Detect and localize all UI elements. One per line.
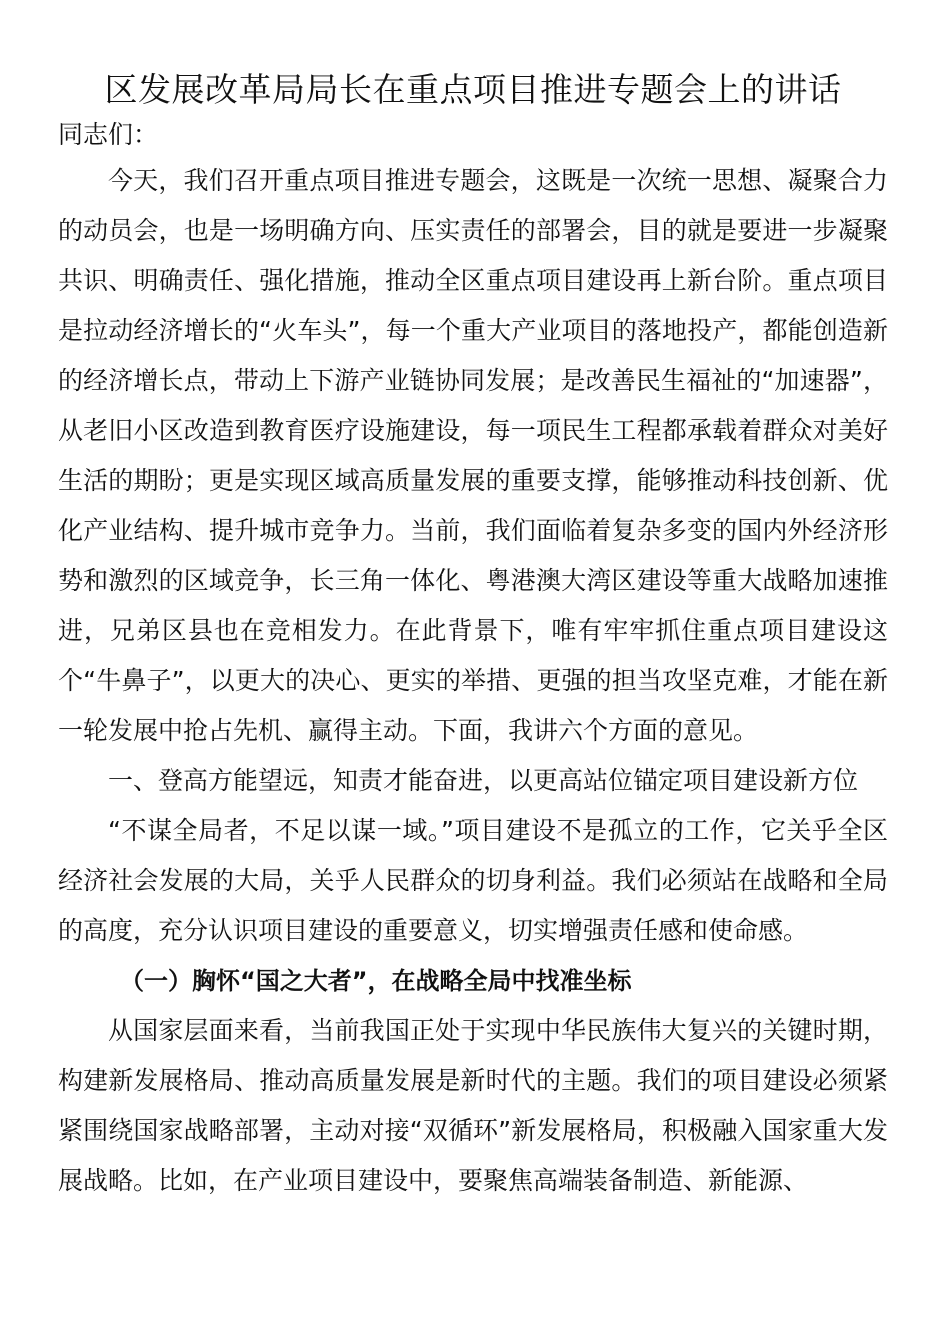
- subsection-1-paragraph: 从国家层面来看，当前我国正处于实现中华民族伟大复兴的关键时期，构建新发展格局、推动高质量发展是新时代的主题。我们的项目建设必须紧紧围绕国家战略部署，主动对接“双循环”新发展格局，积极融入国家重大发展战略。比如，在产业项目建设中，要聚焦高端装备制造、新能源、: [58, 1016, 888, 1195]
- intro-paragraph: 今天，我们召开重点项目推进专题会，这既是一次统一思想、凝聚合力的动员会，也是一场明确方向、压实责任的部署会，目的就是要进一步凝聚共识、明确责任、强化措施，推动全区重点项目建设再上新台阶。重点项目是拉动经济增长的“火车头”，每一个重大产业项目的落地投产，都能创造新的经济增长点，带动上下游产业链协同发展；是改善民生福祉的“加速器”，从老旧小区改造到教育医疗设施建设，每一项民生工程都承载着群众对美好生活的期盼；更是实现区域高质量发展的重要支撑，能够推动科技创新、优化产业结构、提升城市竞争力。当前，我们面临着复杂多变的国内外经济形势和激烈的区域竞争，长三角一体化、粤港澳大湾区建设等重大战略加速推进，兄弟区县也在竞相发力。在此背景下，唯有牢牢抓住重点项目建设这个“牛鼻子”，以更大的决心、更实的举措、更强的担当攻坚克难，才能在新一轮发展中抢占先机、赢得主动。下面，我讲六个方面的意见。: [58, 166, 888, 745]
- document-title: 区发展改革局局长在重点项目推进专题会上的讲话: [104, 70, 842, 109]
- document-page: [58, 66, 888, 1206]
- section-1-heading: 一、登高方能望远，知责才能奋进，以更高站位锚定项目建设新方位: [108, 766, 859, 795]
- section-1-paragraph: “不谋全局者，不足以谋一域。”项目建设不是孤立的工作，它关乎全区经济社会发展的大局，关乎人民群众的切身利益。我们必须站在战略和全局的高度，充分认识项目建设的重要意义，切实增强责任感和使命感。: [58, 816, 888, 945]
- greeting: 同志们：: [58, 120, 159, 149]
- subsection-1-heading: （一）胸怀“国之大者”，在战略全局中找准坐标: [120, 967, 632, 995]
